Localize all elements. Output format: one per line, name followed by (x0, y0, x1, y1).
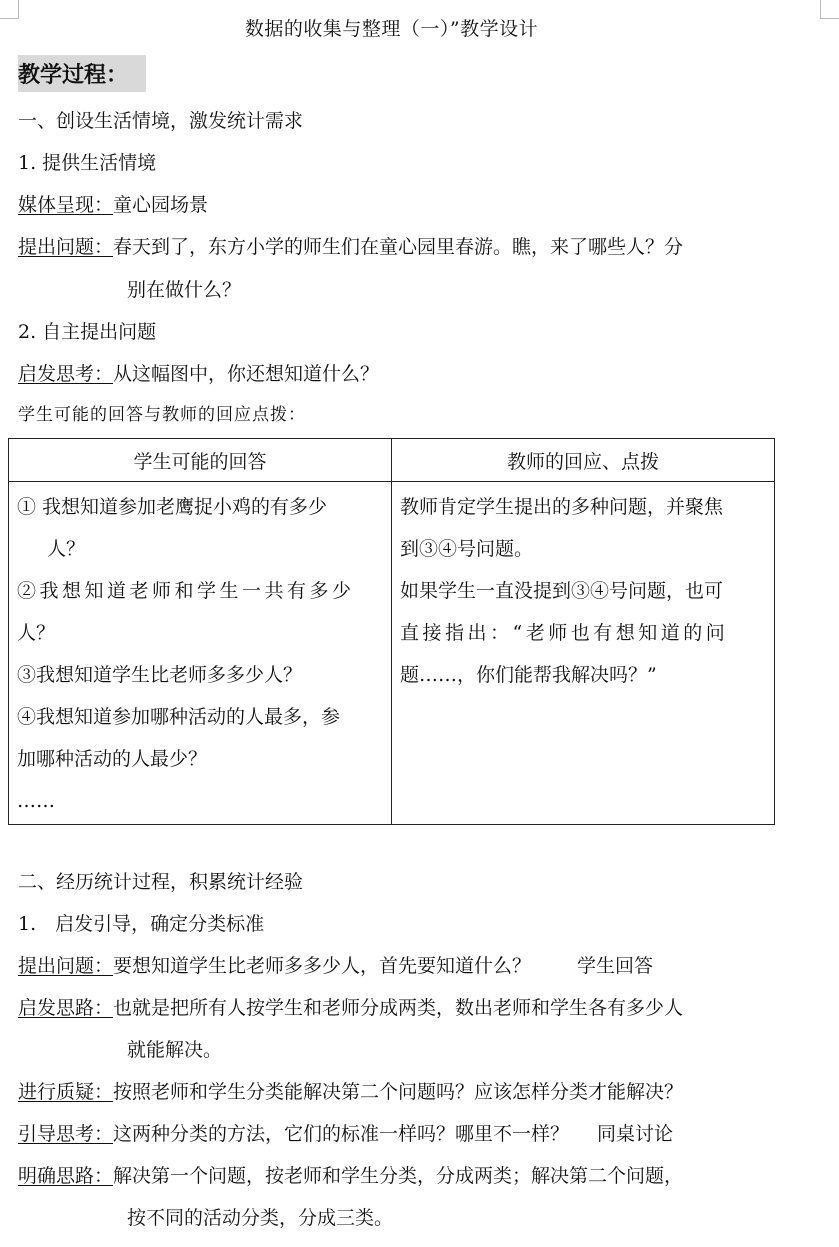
media-text: 童心园场景 (113, 194, 209, 216)
section1-step2: 2. 自主提出问题 (18, 321, 157, 343)
doubt-text: 按照老师和学生分类能解决第二个问题吗？应该怎样分类才能解决？ (113, 1081, 684, 1103)
section2-title: 二、经历统计过程，积累统计经验 (18, 871, 304, 893)
s2-question-label: 提出问题： (18, 955, 114, 977)
responses-table (8, 438, 775, 825)
media-label: 媒体呈现： (18, 194, 114, 216)
teacher-response-line: 如果学生一直没提到③④号问题，也可 (400, 580, 724, 602)
student-answer-line: ③我想知道学生比老师多多少人？ (17, 664, 303, 686)
teacher-responses-cell (392, 482, 775, 825)
section1-title: 一、创设生活情境，激发统计需求 (18, 110, 304, 132)
student-answer-line: ④我想知道参加哪种活动的人最多，参 (17, 706, 341, 728)
section2-step1: 1. 启发引导，确定分类标准 (18, 913, 265, 935)
guide-note: 同桌讨论 (597, 1123, 674, 1145)
s2-question-text: 要想知道学生比老师多多少人，首先要知道什么？ (113, 955, 532, 977)
media-line (18, 192, 208, 218)
idea-text-cont: 就能解决。 (127, 1039, 223, 1061)
table-intro: 学生可能的回答与教师的回应点拨： (18, 405, 306, 425)
clear-text-cont: 按不同的活动分类，分成三类。 (127, 1207, 394, 1229)
question-text-cont: 别在做什么？ (127, 279, 242, 301)
question-line (18, 234, 683, 260)
page-corner-mark-right (820, 0, 839, 19)
doubt-line (18, 1079, 683, 1105)
s2-question-note: 学生回答 (577, 955, 654, 977)
question-text: 春天到了，东方小学的师生们在童心园里春游。瞧，来了哪些人？分 (113, 236, 684, 258)
student-answer-line: 人？ (17, 622, 56, 644)
clear-label: 明确思路： (18, 1165, 114, 1187)
think-text: 从这幅图中，你还想知道什么？ (113, 363, 380, 385)
s2-question-line (18, 953, 653, 979)
idea-label: 启发思路： (18, 997, 114, 1019)
think-line (18, 361, 379, 387)
student-answer-line: ① 我想知道参加老鹰捉小鸡的有多少 (17, 496, 328, 518)
student-answer-line: ②我想知道老师和学生一共有多少 (17, 580, 355, 602)
student-answer-line: …… (17, 790, 55, 812)
document-title: 数据的收集与整理（一）”教学设计 (244, 18, 539, 40)
table-header-row (9, 439, 775, 482)
clear-line (18, 1163, 683, 1189)
table-header-teacher: 教师的回应、点拨 (392, 439, 775, 482)
guide-text: 这两种分类的方法，它们的标准一样吗？哪里不一样？ (113, 1123, 570, 1145)
table-row (9, 482, 775, 825)
guide-label: 引导思考： (18, 1123, 114, 1145)
student-answer-line: 加哪种活动的人最少？ (17, 748, 208, 770)
teacher-response-line: 到③④号问题。 (400, 538, 534, 560)
student-answers-cell (9, 482, 392, 825)
teacher-response-line: 题……，你们能帮我解决吗？” (400, 664, 657, 686)
think-label: 启发思考： (18, 363, 114, 385)
guide-line (18, 1121, 673, 1147)
question-label: 提出问题： (18, 236, 114, 258)
table-header-student: 学生可能的回答 (9, 439, 392, 482)
section-heading: 教学过程： (18, 55, 146, 92)
student-answer-line: 人？ (47, 538, 86, 560)
teacher-response-line: 直接指出：“老师也有想知道的问 (400, 622, 729, 644)
idea-line (18, 995, 683, 1021)
idea-text: 也就是把所有人按学生和老师分成两类，数出老师和学生各有多少人 (113, 997, 684, 1019)
teacher-response-line: 教师肯定学生提出的多种问题，并聚焦 (400, 496, 724, 518)
section1-step1: 1. 提供生活情境 (18, 152, 157, 174)
doubt-label: 进行质疑： (18, 1081, 114, 1103)
clear-text: 解决第一个问题，按老师和学生分类，分成两类；解决第二个问题， (113, 1165, 684, 1187)
